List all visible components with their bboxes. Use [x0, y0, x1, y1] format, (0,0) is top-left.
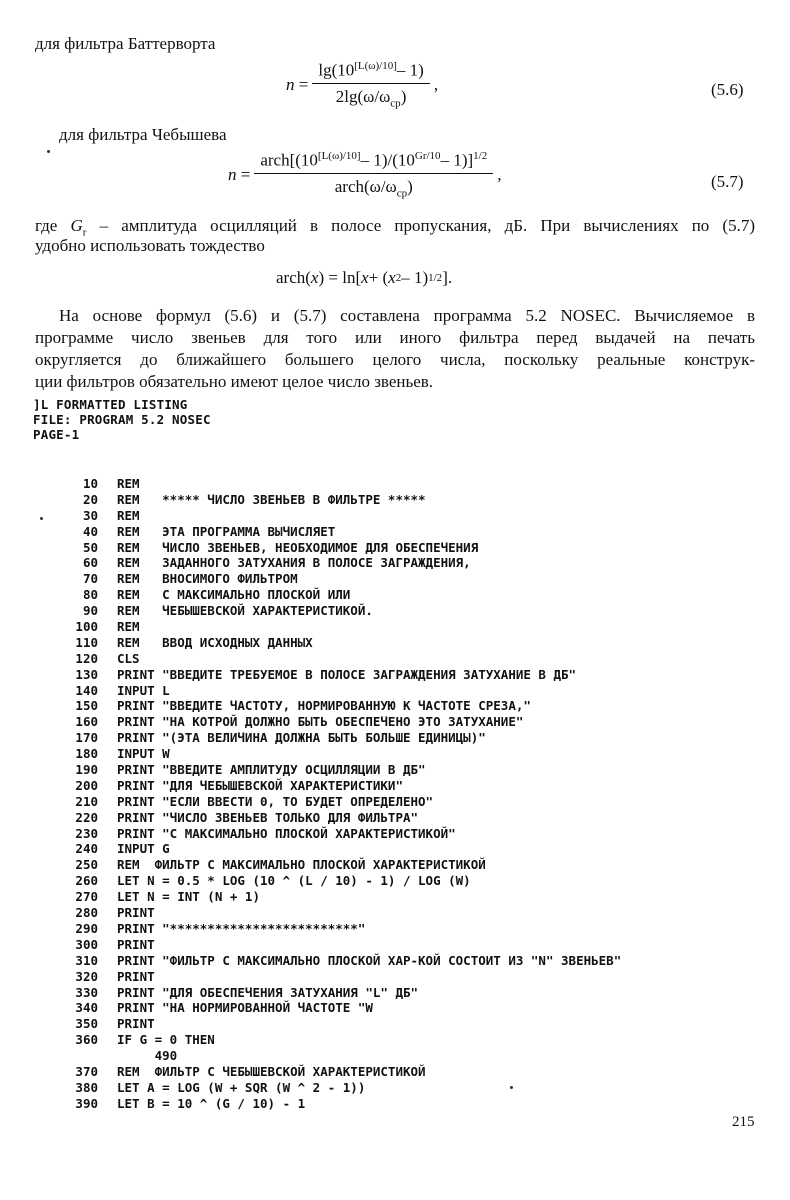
code-line-number: 340 — [75, 1000, 98, 1016]
scan-speck — [40, 517, 43, 520]
code-line — [70, 1064, 770, 1080]
code-line-number: 360 — [75, 1032, 98, 1048]
code-line — [70, 810, 770, 826]
formula-5-7-numerator: arch[(10[L(ω)/10]– $1)/(10^{Gr/10}-$ 1)]$^{1/2}$ — [254, 150, 493, 174]
code-line-number: 100 — [75, 619, 98, 635]
code-line — [70, 508, 770, 524]
code-line — [70, 1000, 770, 1016]
code-line-number: 110 — [75, 634, 98, 650]
code-line-number: 180 — [75, 746, 98, 762]
code-line-statement: INPUT L — [117, 682, 170, 698]
formula-5-7-tail: , — [497, 164, 502, 184]
code-line-statement: PRINT — [117, 936, 155, 952]
code-line-number: 280 — [75, 905, 98, 921]
code-line-number: 60 — [82, 555, 98, 571]
code-line-statement: REM ***** ЧИСЛО ЗВЕНЬЕВ В ФИЛЬТРЕ ***** — [117, 491, 426, 507]
listing-header-line-3: PAGE-1 — [33, 427, 80, 442]
code-line-statement: REM — [117, 507, 140, 523]
code-line-number: 170 — [75, 730, 98, 746]
code-line — [70, 826, 770, 842]
code-line-number: 10 — [82, 476, 98, 491]
code-line-statement: PRINT "ДЛЯ ОБЕСПЕЧЕНИЯ ЗАТУХАНИЯ "L" ДБ" — [117, 984, 419, 1000]
code-line — [70, 778, 770, 794]
code-line — [70, 762, 770, 778]
code-line-number: 70 — [82, 571, 98, 587]
code-line-statement: CLS — [117, 650, 140, 666]
code-line-statement: LET N = 0.5 * LOG (10 ^ (L / 10) - 1) / LOG (W) — [117, 873, 471, 889]
code-line — [70, 714, 770, 730]
code-line-statement: PRINT "ДЛЯ ЧЕБЫШЕВСКОЙ ХАРАКТЕРИСТИКИ" — [117, 777, 403, 793]
code-line-statement: REM — [117, 619, 140, 635]
listing-header-line-2: FILE: PROGRAM 5.2 NOSEC — [33, 412, 211, 427]
formula-5-6 — [286, 60, 438, 109]
code-line — [70, 921, 770, 937]
code-line-number: 120 — [75, 650, 98, 666]
code-line — [70, 969, 770, 985]
code-line — [70, 857, 770, 873]
code-listing — [70, 476, 770, 1112]
formula-5-6-numerator: lg(10[L(ω)/10]– 1) — [312, 60, 429, 84]
code-line-statement: REM ЧЕБЫШЕВСКОЙ ХАРАКТЕРИСТИКОЙ. — [117, 603, 373, 619]
code-line — [70, 841, 770, 857]
code-line-statement: LET A = LOG (W + SQR (W ^ 2 - 1)) — [117, 1079, 366, 1095]
page-number: 215 — [732, 1114, 755, 1130]
code-line — [70, 746, 770, 762]
code-line — [70, 555, 770, 571]
code-line — [70, 603, 770, 619]
code-line-statement: REM ЧИСЛО ЗВЕНЬЕВ, НЕОБХОДИМОЕ ДЛЯ ОБЕСПЕЧЕНИЯ — [117, 539, 479, 555]
code-line-statement: INPUT W — [117, 746, 170, 762]
code-line-statement: REM С МАКСИМАЛЬНО ПЛОСКОЙ ИЛИ — [117, 587, 351, 603]
para-main-line-2: программе число звеньев для того или иного фильтра перед выдачей на печать — [35, 328, 755, 347]
formula-5-7 — [228, 150, 501, 199]
listing-header-line-1: ]L FORMATTED LISTING — [33, 397, 188, 412]
para-where-line-2: удобно использовать тождество — [35, 236, 265, 255]
code-line — [70, 1048, 770, 1064]
code-line-number — [70, 1048, 98, 1064]
para-main-line-3: округляется до ближайшего большего целого числа, поскольку реальные конструк- — [35, 350, 755, 369]
code-line — [70, 524, 770, 540]
code-line — [70, 1096, 770, 1112]
formula-5-7-fraction — [254, 150, 493, 199]
code-line-number: 20 — [82, 491, 98, 507]
code-line-statement: REM ФИЛЬТР С МАКСИМАЛЬНО ПЛОСКОЙ ХАРАКТЕРИСТИКОЙ — [117, 857, 486, 873]
scan-speck — [510, 1086, 513, 1089]
code-line — [70, 587, 770, 603]
formula-5-6-fraction — [312, 60, 429, 109]
code-line — [70, 492, 770, 508]
code-line-number: 80 — [82, 587, 98, 603]
code-line-number: 320 — [75, 968, 98, 984]
code-line-statement: PRINT — [117, 968, 155, 984]
code-line — [70, 953, 770, 969]
code-line — [70, 937, 770, 953]
code-line — [70, 476, 770, 492]
code-line-statement: LET N = INT (N + 1) — [117, 889, 260, 905]
code-line — [70, 985, 770, 1001]
code-line-number: 240 — [75, 841, 98, 857]
scan-speck — [47, 150, 50, 153]
code-line — [70, 873, 770, 889]
code-line-number: 310 — [75, 952, 98, 968]
code-line — [70, 1032, 770, 1048]
code-line — [70, 635, 770, 651]
code-line — [70, 698, 770, 714]
code-line — [70, 571, 770, 587]
code-line — [70, 905, 770, 921]
formula-5-7-denominator: $arch(\omega/\omega_{cp})$ — [334, 176, 413, 200]
code-line-number: 330 — [75, 984, 98, 1000]
formula-5-7-lhs: n = — [228, 164, 251, 184]
formula-arch-identity: arch( x ) = ln[ x + ( x 2 – 1) 1/2 ]. — [276, 268, 453, 287]
code-line-statement: INPUT G — [117, 841, 170, 857]
code-line-number: 40 — [82, 523, 98, 539]
code-line-statement: PRINT "ЧИСЛО ЗВЕНЬЕВ ТОЛЬКО ДЛЯ ФИЛЬТРА" — [117, 809, 419, 825]
code-line-number: 290 — [75, 920, 98, 936]
para-main-line-1: На основе формул (5.6) и (5.7) составлена программа 5.2 NOSEC. Вычисляемое в — [59, 306, 755, 325]
intro-chebyshev: для фильтра Чебышева — [59, 125, 227, 144]
equation-number-5-6: (5.6) — [711, 80, 744, 99]
code-line-number: 50 — [82, 539, 98, 555]
intro-butterworth: для фильтра Баттерворта — [35, 34, 216, 53]
code-line-statement: REM ВНОСИМОГО ФИЛЬТРОМ — [117, 571, 298, 587]
code-line-statement: PRINT "*************************" — [117, 920, 366, 936]
code-line — [70, 667, 770, 683]
code-line-number: 130 — [75, 666, 98, 682]
code-line — [70, 540, 770, 556]
equation-number-5-7: (5.7) — [711, 172, 744, 191]
code-line-number: 370 — [75, 1063, 98, 1079]
code-line-statement: PRINT "(ЭТА ВЕЛИЧИНА ДОЛЖНА БЫТЬ БОЛЬШЕ ЕДИНИЦЫ)" — [117, 730, 486, 746]
code-line-number: 90 — [82, 603, 98, 619]
formula-5-6-lhs: n = — [286, 74, 309, 94]
code-line-statement: PRINT "ВВЕДИТЕ АМПЛИТУДУ ОСЦИЛЛЯЦИИ В ДБ" — [117, 762, 426, 778]
code-line-number: 270 — [75, 889, 98, 905]
code-line-statement: IF G = 0 THEN — [117, 1032, 215, 1048]
code-line-number: 350 — [75, 1016, 98, 1032]
code-line-statement: LET B = 10 ^ (G / 10) - 1 — [117, 1095, 306, 1111]
code-line-number: 200 — [75, 777, 98, 793]
code-line-number: 140 — [75, 682, 98, 698]
code-line-number: 230 — [75, 825, 98, 841]
code-line-statement: PRINT "ВВЕДИТЕ ТРЕБУЕМОЕ В ПОЛОСЕ ЗАГРАЖДЕНИЯ ЗАТУХАНИЕ В ДБ" — [117, 666, 577, 682]
code-line-statement: PRINT "ЕСЛИ ВВЕСТИ 0, ТО БУДЕТ ОПРЕДЕЛЕНО" — [117, 793, 434, 809]
para-where-line-1: где $G_r$ – амплитуда осцилляций в полосе пропускания, дБ. При вычислениях по (5.7) — [35, 216, 756, 239]
code-line-statement: PRINT "ВВЕДИТЕ ЧАСТОТУ, НОРМИРОВАННУЮ К ЧАСТОТЕ СРЕЗА," — [117, 698, 531, 714]
code-line-number: 260 — [75, 873, 98, 889]
code-line — [70, 683, 770, 699]
code-line-number: 250 — [75, 857, 98, 873]
formula-5-6-denominator: $2\lg(\omega/\omega_{cp})$ — [335, 86, 407, 110]
code-line-statement: REM ЭТА ПРОГРАММА ВЫЧИСЛЯЕТ — [117, 523, 336, 539]
code-line-number: 160 — [75, 714, 98, 730]
code-line-number: 190 — [75, 762, 98, 778]
code-line — [70, 889, 770, 905]
code-line-statement: REM ЗАДАННОГО ЗАТУХАНИЯ В ПОЛОСЕ ЗАГРАЖДЕНИЯ, — [117, 555, 471, 571]
code-line — [70, 619, 770, 635]
code-line-number: 150 — [75, 698, 98, 714]
code-line — [70, 730, 770, 746]
code-line-statement: PRINT "НА КОТРОЙ ДОЛЖНО БЫТЬ ОБЕСПЕЧЕНО ЭТО ЗАТУХАНИЕ" — [117, 714, 524, 730]
code-line-number: 300 — [75, 936, 98, 952]
code-line — [70, 794, 770, 810]
code-line-number: 210 — [75, 793, 98, 809]
code-line-number: 220 — [75, 809, 98, 825]
code-line-number: 30 — [82, 507, 98, 523]
code-line-statement: PRINT — [117, 905, 155, 921]
code-line — [70, 1080, 770, 1096]
code-line-statement: PRINT "ФИЛЬТР С МАКСИМАЛЬНО ПЛОСКОЙ ХАР-КОЙ СОСТОИТ ИЗ "N" ЗВЕНЬЕВ" — [117, 952, 622, 968]
code-line-statement: PRINT — [117, 1016, 155, 1032]
code-line-statement: REM ФИЛЬТР С ЧЕБЫШЕВСКОЙ ХАРАКТЕРИСТИКОЙ — [117, 1063, 426, 1079]
code-line — [70, 1016, 770, 1032]
code-line — [70, 651, 770, 667]
code-line-number: 380 — [75, 1079, 98, 1095]
code-line-number: 390 — [75, 1095, 98, 1111]
code-line-statement: REM — [117, 476, 140, 491]
code-line-statement: REM ВВОД ИСХОДНЫХ ДАННЫХ — [117, 634, 313, 650]
code-line-statement: 490 — [117, 1048, 178, 1064]
formula-5-6-tail: , — [433, 74, 439, 94]
code-line-statement: PRINT "НА НОРМИРОВАННОЙ ЧАСТОТЕ "W — [117, 1000, 373, 1016]
para-main-line-4: ции фильтров обязательно имеют целое число звеньев. — [35, 372, 434, 391]
code-line-statement: PRINT "С МАКСИМАЛЬНО ПЛОСКОЙ ХАРАКТЕРИСТИКОЙ" — [117, 825, 456, 841]
